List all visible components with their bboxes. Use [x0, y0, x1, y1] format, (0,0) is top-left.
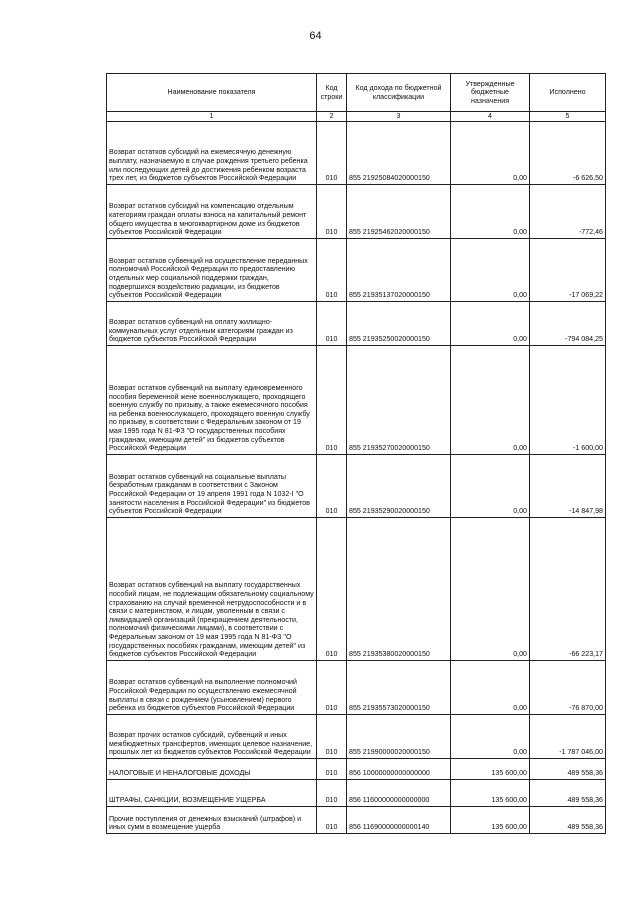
row-executed: -14 847,98 [530, 455, 606, 518]
table-row [107, 122, 606, 185]
row-executed: 489 558,36 [530, 807, 606, 834]
row-approved: 0,00 [451, 661, 530, 715]
row-income-code: 855 21935573020000150 [347, 661, 451, 715]
row-income-code: 856 10000000000000000 [347, 759, 451, 780]
column-number-row [107, 112, 606, 122]
row-approved: 0,00 [451, 239, 530, 302]
row-line-code: 010 [317, 715, 347, 759]
row-executed: -1 600,00 [530, 346, 606, 455]
budget-income-table [106, 73, 606, 834]
row-executed: -17 069,22 [530, 239, 606, 302]
column-number: 5 [530, 112, 606, 122]
row-income-code: 855 21935380020000150 [347, 518, 451, 661]
row-income-code: 856 11690000000000140 [347, 807, 451, 834]
column-number: 3 [347, 112, 451, 122]
row-line-code: 010 [317, 455, 347, 518]
row-approved: 0,00 [451, 346, 530, 455]
row-income-code: 855 21935137020000150 [347, 239, 451, 302]
table-row [107, 346, 606, 455]
table-row [107, 807, 606, 834]
row-executed: -1 787 046,00 [530, 715, 606, 759]
row-line-code: 010 [317, 780, 347, 807]
row-income-code: 855 21925084020000150 [347, 122, 451, 185]
row-line-code: 010 [317, 239, 347, 302]
header-income-code: Код дохода по бюджетной классификации [347, 74, 451, 112]
table-row [107, 780, 606, 807]
row-name: Возврат остатков субсидий на компенсацию отдельным категориям граждан оплаты взноса на капитальный ремонт общего имущества в многоквартирном доме из бюджетов субъектов Российской Федерации [107, 185, 317, 239]
row-name: Возврат остатков субвенций на осуществление переданных полномочий Российской Федерации по предоставлению отдельных мер социальной поддержки граждан, подвергшихся воздействию радиации, из бюджетов субъектов Российской Федерации [107, 239, 317, 302]
row-line-code: 010 [317, 185, 347, 239]
row-line-code: 010 [317, 661, 347, 715]
row-executed: 489 558,36 [530, 759, 606, 780]
row-approved: 135 600,00 [451, 807, 530, 834]
row-approved: 0,00 [451, 122, 530, 185]
column-number: 1 [107, 112, 317, 122]
table-row [107, 302, 606, 346]
row-name: Возврат остатков субсидий на ежемесячную денежную выплату, назначаемую в случае рождения третьего ребенка или последующих детей до достижения ребенком возраста трех лет, из бюджетов субъектов Российской Федерации [107, 122, 317, 185]
row-name: Возврат прочих остатков субсидий, субвенций и иных межбюджетных трансфертов, имеющих целевое назначение, прошлых лет из бюджетов субъектов Российской Федерации [107, 715, 317, 759]
table-row [107, 518, 606, 661]
row-income-code: 856 11600000000000000 [347, 780, 451, 807]
row-executed: -6 626,50 [530, 122, 606, 185]
row-approved: 0,00 [451, 518, 530, 661]
row-approved: 135 600,00 [451, 780, 530, 807]
header-approved: Утвержденные бюджетные назначения [451, 74, 530, 112]
row-name: Возврат остатков субвенций на выполнение полномочий Российской Федерации по осуществлению ежемесячной выплаты в связи с рождением (усыновлением) первого ребенка из бюджетов субъектов Российской Федерации [107, 661, 317, 715]
row-name: ШТРАФЫ, САНКЦИИ, ВОЗМЕЩЕНИЕ УЩЕРБА [107, 780, 317, 807]
row-executed: -794 084,25 [530, 302, 606, 346]
table-header-row [107, 74, 606, 112]
row-approved: 0,00 [451, 715, 530, 759]
row-line-code: 010 [317, 807, 347, 834]
table-row [107, 185, 606, 239]
column-number: 2 [317, 112, 347, 122]
header-name: Наименование показателя [107, 74, 317, 112]
row-executed: -772,46 [530, 185, 606, 239]
table-row [107, 661, 606, 715]
row-income-code: 855 21935290020000150 [347, 455, 451, 518]
row-line-code: 010 [317, 518, 347, 661]
row-name: Прочие поступления от денежных взысканий (штрафов) и иных сумм в возмещение ущерба [107, 807, 317, 834]
row-line-code: 010 [317, 346, 347, 455]
table-row [107, 759, 606, 780]
header-line-code: Код строки [317, 74, 347, 112]
row-name: Возврат остатков субвенций на социальные выплаты безработным гражданам в соответствии с Законом Российской Федерации от 19 апреля 1991 года N 1032-I "О занятости населения в Российской Федерации" из бюджетов субъектов Российской Федерации [107, 455, 317, 518]
column-number: 4 [451, 112, 530, 122]
row-income-code: 855 21935250020000150 [347, 302, 451, 346]
row-line-code: 010 [317, 302, 347, 346]
row-name: Возврат остатков субвенций на выплату единовременного пособия беременной жене военнослужащего, проходящего военную службу по призыву, а также ежемесячного пособия на ребенка военнослужащего, проходящего военную службу по призыву, в соответствии с Федеральным законом от 19 мая 1995 года N 81-ФЗ "О государственных пособиях гражданам, имеющим детей" из бюджетов субъектов Российской Федерации [107, 346, 317, 455]
row-name: НАЛОГОВЫЕ И НЕНАЛОГОВЫЕ ДОХОДЫ [107, 759, 317, 780]
header-executed: Исполнено [530, 74, 606, 112]
row-approved: 0,00 [451, 455, 530, 518]
row-approved: 0,00 [451, 302, 530, 346]
row-executed: -76 870,00 [530, 661, 606, 715]
row-executed: -66 223,17 [530, 518, 606, 661]
table-row [107, 455, 606, 518]
page-number: 64 [309, 30, 322, 42]
table-row [107, 239, 606, 302]
row-name: Возврат остатков субвенций на выплату государственных пособий лицам, не подлежащим обязательному социальному страхованию на случай временной нетрудоспособности и в связи с материнством, и лицам, уволенным в связи с ликвидацией организаций (прекращением деятельности, полномочий физическими лицами), в соответствии с Федеральным законом от 19 мая 1995 года N 81-ФЗ "О государственных пособиях гражданам, имеющим детей" из бюджетов субъектов Российской Федерации [107, 518, 317, 661]
row-income-code: 855 21990000020000150 [347, 715, 451, 759]
row-line-code: 010 [317, 759, 347, 780]
row-income-code: 855 21925462020000150 [347, 185, 451, 239]
row-executed: 489 558,36 [530, 780, 606, 807]
row-approved: 135 600,00 [451, 759, 530, 780]
table-row [107, 715, 606, 759]
row-approved: 0,00 [451, 185, 530, 239]
row-name: Возврат остатков субвенций на оплату жилищно-коммунальных услуг отдельным категориям граждан из бюджетов субъектов Российской Федерации [107, 302, 317, 346]
row-income-code: 855 21935270020000150 [347, 346, 451, 455]
row-line-code: 010 [317, 122, 347, 185]
